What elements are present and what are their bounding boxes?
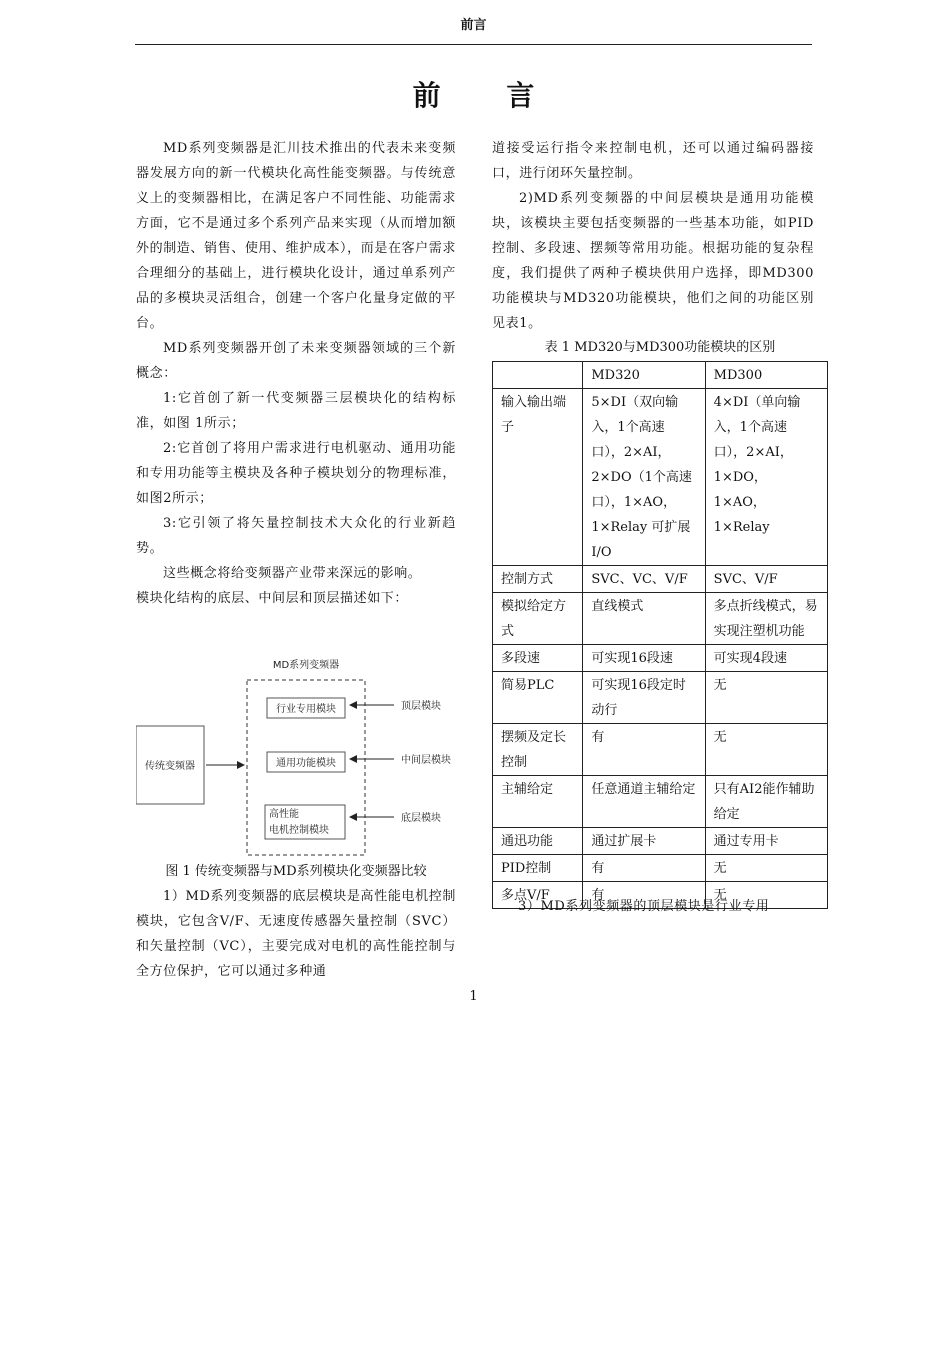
table-cell: SVC、V/F (705, 566, 827, 593)
table-row (493, 776, 828, 828)
table-caption: 表 1 MD320与MD300功能模块的区别 (544, 340, 776, 355)
table-cell: 输入输出端子 (493, 389, 583, 566)
paragraph-top-layer: 3）MD系列变频器的顶层模块是行业专用 (518, 899, 770, 914)
module-structure-diagram (136, 656, 466, 861)
table-header-row (493, 362, 828, 389)
paragraph-concept-1: 1:它首创了新一代变频器三层模块化的结构标准，如图 1所示； (136, 391, 456, 431)
top-layer-arrow-head (349, 701, 357, 709)
table-cell: 简易PLC (493, 672, 583, 724)
table-cell: 可实现16段速 (583, 645, 705, 672)
table-cell: 通过专用卡 (705, 828, 827, 855)
mid-layer-label: 中间层模块 (401, 755, 451, 766)
paragraph-bottom-layer: 1）MD系列变频器的底层模块是高性能电机控制模块，它包含V/F、无速度传感器矢量控制（SVC）和矢量控制（VC），主要完成对电机的高性能控制与全方位保护，它可以通过多种通 (136, 889, 456, 979)
right-column (492, 136, 814, 336)
general-module-label: 通用功能模块 (276, 758, 336, 769)
table-cell: 无 (705, 882, 827, 909)
paragraph-impact: 这些概念将给变频器产业带来深远的影响。 (163, 566, 422, 581)
table-cell: 有 (583, 882, 705, 909)
table-cell: 可实现4段速 (705, 645, 827, 672)
table-row (493, 855, 828, 882)
bottom-layer-section (136, 884, 456, 984)
bottom-layer-label: 底层模块 (401, 813, 441, 824)
paragraph-mid-layer: 2)MD系列变频器的中间层模块是通用功能模块，该模块主要包括变频器的一些基本功能，如PID控制、多段速、摆频等常用功能。根据功能的复杂程度，我们提供了两种子模块供用户选择，即MD300功能模块与MD320功能模块，他们之间的功能区别见表1。 (492, 191, 814, 331)
table-row (493, 724, 828, 776)
table-cell: 摆频及定长控制 (493, 724, 583, 776)
traditional-arrow-head (237, 761, 245, 769)
table-cell: 通过扩展卡 (583, 828, 705, 855)
table-row (493, 672, 828, 724)
paragraph-structure-intro: 模块化结构的底层、中间层和顶层描述如下： (136, 591, 409, 606)
table-cell: 主辅给定 (493, 776, 583, 828)
table-cell: 只有AI2能作辅助给定 (705, 776, 827, 828)
table-header-cell (493, 362, 583, 389)
table-cell: 无 (705, 672, 827, 724)
table-row (493, 828, 828, 855)
motor-module-label-2: 电机控制模块 (269, 825, 329, 836)
table-cell: 直线模式 (583, 593, 705, 645)
top-layer-section (492, 894, 828, 919)
table-row (493, 389, 828, 566)
table-cell: PID控制 (493, 855, 583, 882)
table-cell: 无 (705, 855, 827, 882)
header-divider (135, 44, 812, 45)
motor-module-label-1: 高性能 (269, 809, 299, 820)
table-row (493, 566, 828, 593)
top-layer-label: 顶层模块 (401, 701, 441, 712)
table-cell: 有 (583, 855, 705, 882)
table-cell: 控制方式 (493, 566, 583, 593)
table-cell: 多点折线模式，易实现注塑机功能 (705, 593, 827, 645)
page-number: 1 (469, 989, 478, 1004)
mid-layer-arrow-head (349, 755, 357, 763)
bottom-layer-arrow-head (349, 813, 357, 821)
table-cell: 5×DI（双向输入，1个高速口），2×AI，2×DO（1个高速口），1×AO，1×Relay 可扩展I/O (583, 389, 705, 566)
table-cell: 可实现16段定时动行 (583, 672, 705, 724)
table-cell: 有 (583, 724, 705, 776)
paragraph-concept-2: 2:它首创了将用户需求进行电机驱动、通用功能和专用功能等主模块及各种子模块划分的物理标准，如图2所示； (136, 441, 456, 506)
left-column (136, 136, 456, 611)
figure-caption: 图 1 传统变频器与MD系列模块化变频器比较 (165, 864, 427, 879)
table-row (493, 645, 828, 672)
table-cell: 任意通道主辅给定 (583, 776, 705, 828)
running-header: 前言 (460, 18, 487, 33)
paragraph-concepts: MD系列变频器开创了未来变频器领域的三个新概念： (136, 341, 456, 381)
table-header-cell: MD300 (705, 362, 827, 389)
table-cell: 多段速 (493, 645, 583, 672)
comparison-table (492, 361, 828, 909)
table-cell: 模拟给定方式 (493, 593, 583, 645)
paragraph-continued: 道接受运行指令来控制电机，还可以通过编码器接口，进行闭环矢量控制。 (492, 141, 814, 181)
table-header-cell: MD320 (583, 362, 705, 389)
page-title: 前 言 (412, 79, 563, 112)
traditional-inverter-label: 传统变频器 (145, 761, 195, 772)
table-row (493, 593, 828, 645)
industry-module-label: 行业专用模块 (276, 704, 336, 715)
paragraph-intro: MD系列变频器是汇川技术推出的代表未来变频器发展方向的新一代模块化高性能变频器。与传统意义上的变频器相比，在满足客户不同性能、功能需求方面，它不是通过多个系列产品来实现（从而增加额外的制造、销售、使用、维护成本），而是在客户需求合理细分的基础上，进行模块化设计，通过单系列产品的多模块灵活组合，创建一个客户化量身定做的平台。 (136, 141, 456, 331)
table-cell: 通迅功能 (493, 828, 583, 855)
table-cell: 多点V/F (493, 882, 583, 909)
paragraph-concept-3: 3:它引领了将矢量控制技术大众化的行业新趋势。 (136, 516, 456, 556)
table-cell: SVC、VC、V/F (583, 566, 705, 593)
table-cell: 4×DI（单向输入，1个高速口），2×AI，1×DO，1×AO，1×Relay (705, 389, 827, 566)
diagram-top-label: MD系列变频器 (272, 660, 340, 671)
table-cell: 无 (705, 724, 827, 776)
